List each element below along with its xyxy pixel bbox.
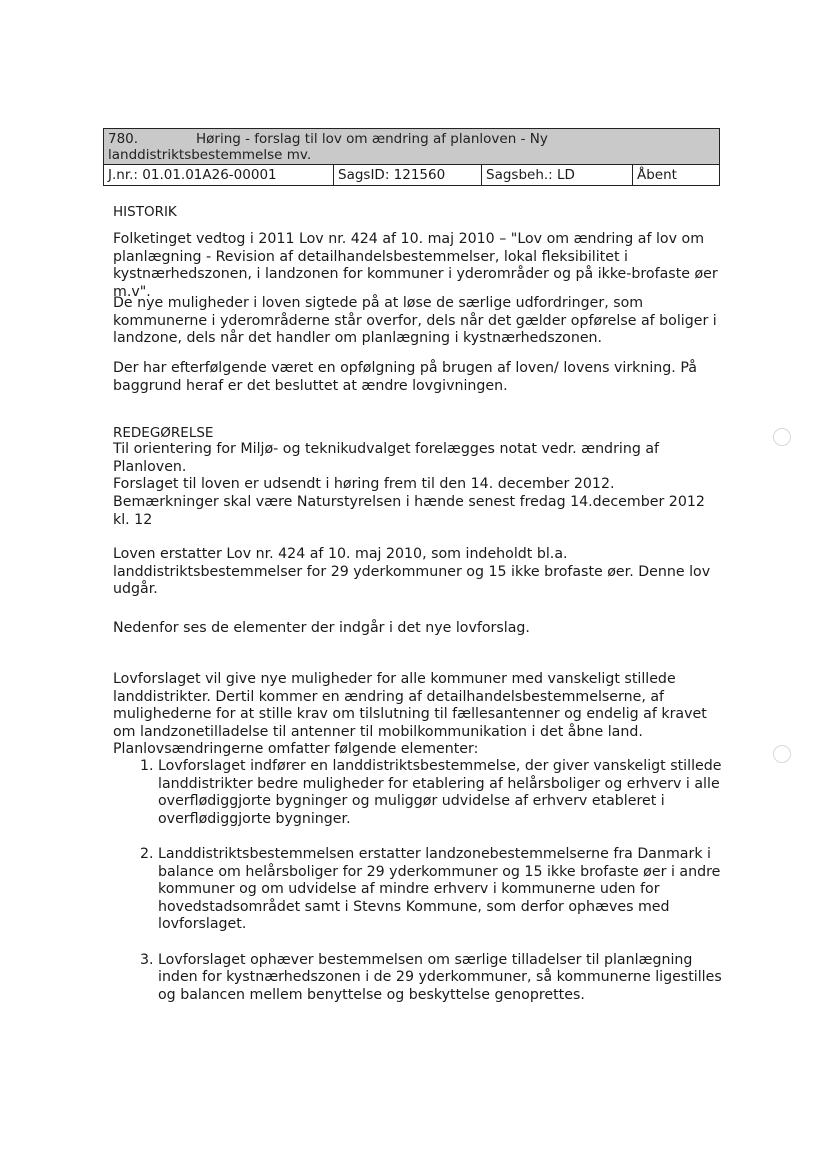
case-number: 780. — [108, 131, 139, 147]
list-item-number: 3. — [140, 951, 154, 968]
redegorelse-paragraph-7: Planlovsændringerne omfatter følgende elementer: — [113, 741, 479, 757]
case-id: SagsID: 121560 — [334, 165, 482, 185]
case-title: Høring - forslag til lov om ændring af planloven - Ny landdistriktsbestemmelse mv. — [108, 131, 548, 163]
redegorelse-paragraph-6: Lovforslaget vil give nye muligheder for alle kommuner med vanskeligt stillede landdistrikter. Dertil kommer en ændring af detailhandelsbestemmelserne, af mulighederne for at stille krav om tilslutning til fællesantenner og endelig af kravet om landzonetilladelse til antenner til mobilkommunikation i det åbne land. — [113, 671, 707, 740]
redegorelse-paragraph-3: Bemærkninger skal være Naturstyrelsen i hænde senest fredag 14.december 2012 kl. 12 — [113, 494, 705, 528]
list-item-number: 2. — [140, 846, 154, 862]
list-item-text: Landdistriktsbestemmelsen erstatter landzonebestemmelserne fra Danmark i balance om helårsboliger for 29 yderkommuner og 15 ikke brofaste øer i andre kommuner og om udvidelse af mindre erhverv i kommunerne uden for hovedstadsområdet samt i Stevns Kommune, som derfor ophæves med lovforslaget. — [158, 846, 721, 932]
case-handler: Sagsbeh.: LD — [482, 165, 633, 185]
redegorelse-heading: REDEGØRELSE — [113, 425, 214, 441]
list-item — [140, 846, 730, 934]
punch-hole-mark — [773, 745, 791, 763]
case-header — [103, 128, 720, 186]
punch-hole-mark — [773, 428, 791, 446]
case-title-bar — [104, 129, 719, 165]
redegorelse-paragraph-4: Loven erstatter Lov nr. 424 af 10. maj 2010, som indeholdt bl.a. landdistriktsbestemmelser for 29 yderkommuner og 15 ikke brofaste øer. Denne lov udgår. — [113, 546, 711, 597]
list-item — [140, 758, 730, 828]
case-status: Åbent — [637, 167, 677, 183]
list-item-number: 1. — [140, 758, 154, 774]
historik-heading: HISTORIK — [113, 204, 177, 220]
redegorelse-paragraph-1: Til orientering for Miljø- og teknikudvalget forelægges notat vedr. ændring af Planloven. — [113, 441, 660, 475]
list-item — [140, 952, 730, 1005]
redegorelse-paragraph-5: Nedenfor ses de elementer der indgår i det nye lovforslag. — [113, 620, 530, 636]
elements-list — [140, 758, 730, 1022]
journal-number: J.nr.: 01.01.01A26-00001 — [104, 165, 334, 185]
historik-paragraph-3: Der har efterfølgende været en opfølgning på brugen af loven/ lovens virkning. På baggrund heraf er det besluttet at ændre lovgivningen. — [113, 360, 697, 394]
list-item-text: Lovforslaget indfører en landdistriktsbestemmelse, der giver vanskeligt stillede landdistrikter bedre muligheder for etablering af helårsboliger og erhverv i alle overflødiggjorte bygninger og muliggør udvidelse af erhverv etableret i overflødiggjorte bygninger. — [158, 758, 722, 827]
historik-paragraph-1: Folketinget vedtog i 2011 Lov nr. 424 af 10. maj 2010 – "Lov om ændring af lov om planlægning - Revision af detailhandelsbestemmelser, lokal fleksibilitet i kystnærhedszonen, i landzonen for kommuner i yderområder og på ikke-brofaste øer m.v". — [113, 231, 718, 300]
list-item-text: Lovforslaget ophæver bestemmelsen om særlige tilladelser til planlægning inden for kystnærhedszonen i de 29 yderkommuner, så kommunerne ligestilles og balancen mellem benyttelse og beskyttelse genoprettes. — [158, 951, 722, 1003]
redegorelse-paragraph-2: Forslaget til loven er udsendt i høring frem til den 14. december 2012. — [113, 476, 615, 492]
historik-paragraph-2: De nye muligheder i loven sigtede på at løse de særlige udfordringer, som kommunerne i yderområderne står overfor, dels når det gælder opførelse af boliger i landzone, dels når det handler om planlægning i kystnærhedszonen. — [113, 295, 717, 346]
case-meta-row — [104, 165, 719, 185]
